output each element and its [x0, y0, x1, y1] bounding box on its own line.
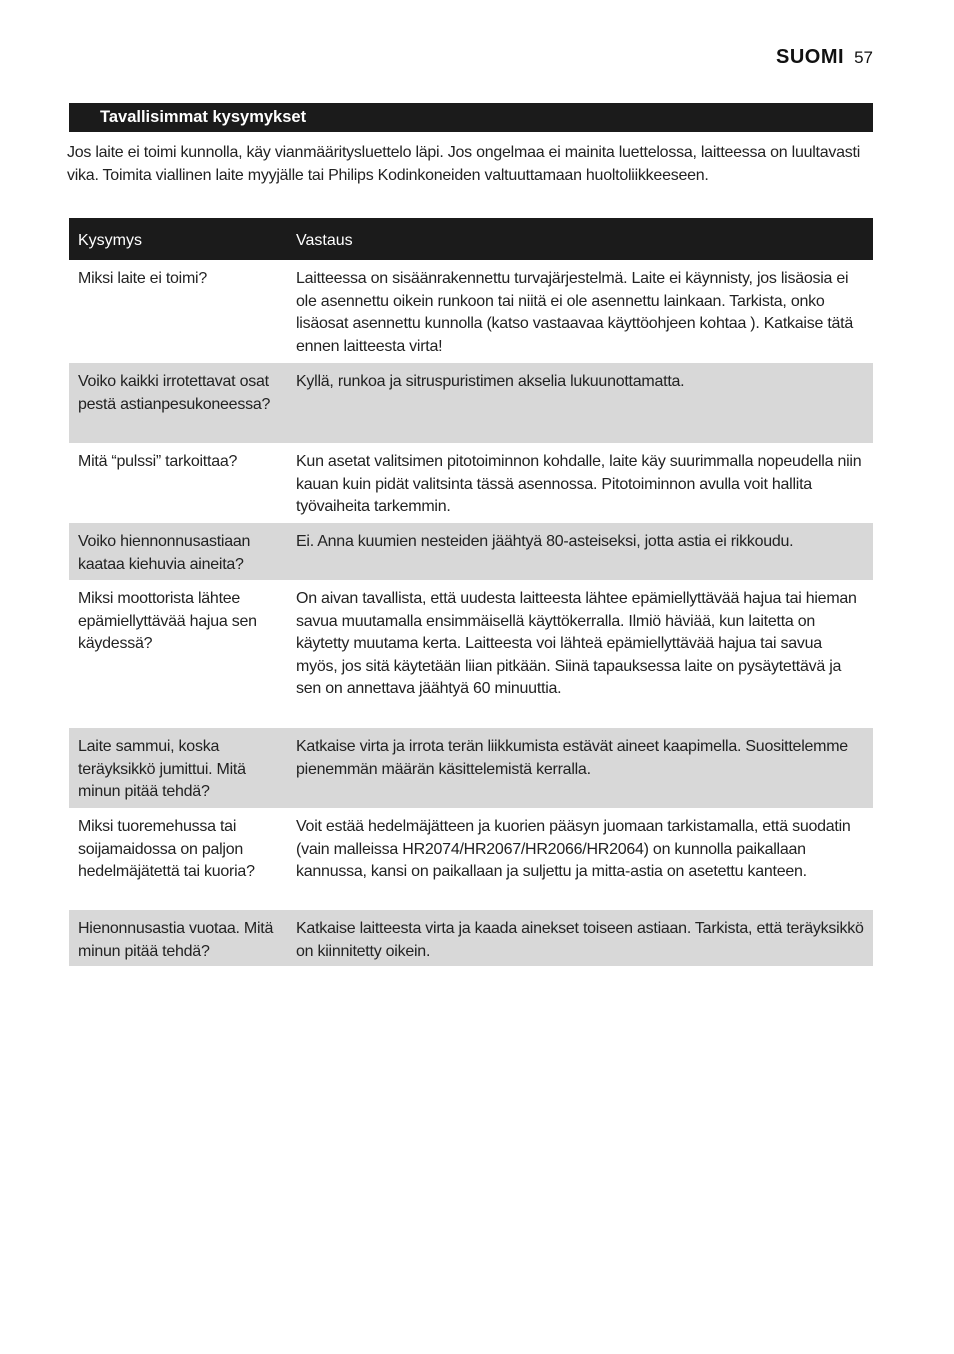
faq-table-header: [69, 218, 873, 260]
table-row: [69, 580, 873, 728]
answer-cell: On aivan tavallista, että uudesta laitteesta lähtee epämiellyttävää hajua tai hieman savua muutamalla ensimmäisellä käyttökerralla. Ilmiö häviää, kun laitetta on käytetty muutama kerta. Laitteesta voi lähteä epämiellyttävää hajua tai savua myös, jos sitä käytetään liian pitkään. Siinä tapauksessa laite on pysäytettävä ja sen on annettava jäähtyä 60 minuuttia.: [296, 590, 857, 697]
question-cell: Miksi tuoremehussa tai soijamaidossa on paljon hedelmäjätettä tai kuoria?: [78, 818, 255, 880]
question-cell: Voiko kaikki irrotettavat osat pestä astianpesukoneessa?: [78, 373, 271, 413]
column-header-answer: Vastaus: [296, 232, 353, 249]
question-cell: Mitä “pulssi” tarkoittaa?: [78, 453, 238, 470]
table-row: [69, 808, 873, 910]
answer-cell: Kyllä, runkoa ja sitruspuristimen akselia lukuunottamatta.: [296, 373, 685, 390]
table-row: [69, 363, 873, 443]
section-title: Tavallisimmat kysymykset: [100, 108, 307, 126]
answer-cell: Ei. Anna kuumien nesteiden jäähtyä 80-asteiseksi, jotta astia ei rikkoudu.: [296, 533, 794, 550]
question-cell: Laite sammui, koska teräyksikkö jumittui. Mitä minun pitää tehdä?: [78, 738, 246, 800]
faq-table: [69, 218, 873, 966]
language-label: SUOMI: [776, 46, 845, 68]
table-row: [69, 443, 873, 523]
section-heading-bar: [69, 103, 873, 132]
question-cell: Hienonnusastia vuotaa. Mitä minun pitää tehdä?: [78, 920, 274, 960]
question-cell: Miksi laite ei toimi?: [78, 270, 208, 287]
page-number: 57: [854, 48, 873, 67]
question-cell: Voiko hiennonnusastiaan kaataa kiehuvia aineita?: [78, 533, 251, 573]
table-row: [69, 728, 873, 808]
intro-paragraph: Jos laite ei toimi kunnolla, käy vianmääritysluettelo läpi. Jos ongelmaa ei mainita luettelossa, laitteessa on luultavasti vika. Toimita viallinen laite myyjälle tai Philips Kodinkoneiden valtuuttamaan huoltoliikkeeseen.: [67, 144, 861, 184]
question-cell: Miksi moottorista lähtee epämiellyttävää hajua sen käydessä?: [78, 590, 257, 652]
answer-cell: Katkaise laitteesta virta ja kaada ainekset toiseen astiaan. Tarkista, että teräyksikkö on kiinnitetty oikein.: [296, 920, 864, 960]
answer-cell: Kun asetat valitsimen pitotoiminnon kohdalle, laite käy suurimmalla nopeudella niin kauan kuin pidät valitsinta tässä asennossa. Pitotoiminnon avulla voit hallita työvaiheita tarkemmin.: [296, 453, 862, 515]
table-row: [69, 523, 873, 580]
table-row: [69, 260, 873, 363]
answer-cell: Laitteessa on sisäänrakennettu turvajärjestelmä. Laite ei käynnisty, jos lisäosia ei ole asennettu oikein runkoon tai niitä ei ole asennettu lainkaan. Tarkista, onko lisäosat asennettu kunnolla (katso vastaavaa käyttöohjeen kohtaa ). Katkaise tätä ennen laitteesta virta!: [296, 270, 853, 355]
column-header-question: Kysymys: [78, 232, 142, 249]
answer-cell: Katkaise virta ja irrota terän liikkumista estävät aineet kaapimella. Suosittelemme pienemmän määrän käsittelemistä kerralla.: [296, 738, 848, 778]
page-header: [776, 46, 873, 69]
table-row: [69, 910, 873, 966]
answer-cell: Voit estää hedelmäjätteen ja kuorien pääsyn juomaan tarkistamalla, että suodatin (vain malleissa HR2074/HR2067/HR2066/HR2064) on kunnolla paikallaan kannussa, kansi on paikallaan ja suljettu ja mitta-astia on asetettu kanteen.: [296, 818, 851, 880]
